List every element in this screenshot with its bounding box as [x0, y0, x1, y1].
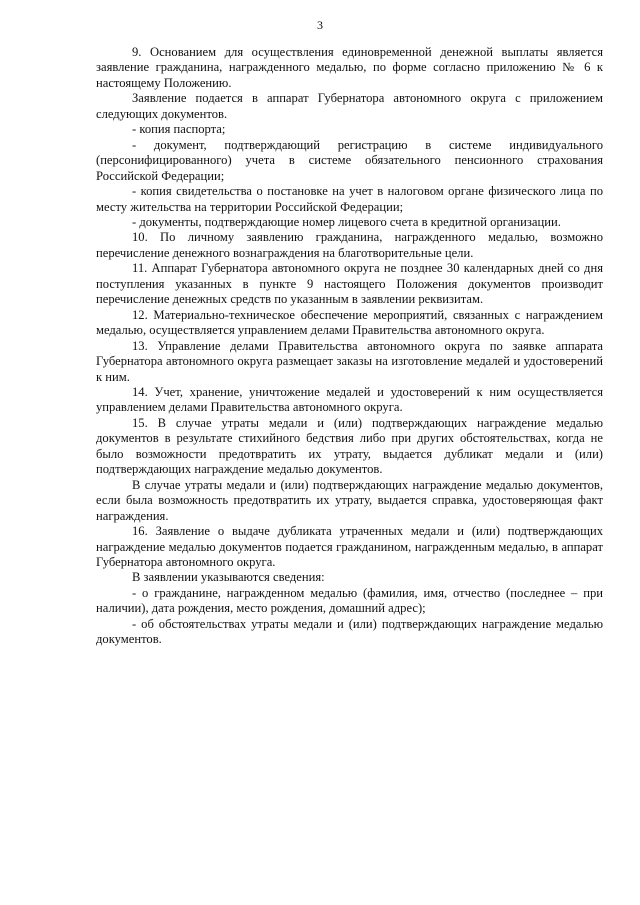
page-number: 3	[317, 18, 323, 32]
paragraph-9: 9. Основанием для осуществления единовременной денежной выплаты является заявление гражданина, награжденного медалью, по форме согласно приложению № 6 к настоящему Положению.	[96, 45, 603, 90]
paragraph-15: 15. В случае утраты медали и (или) подтверждающих награждение медалью документов в результате стихийного бедствия либо при других обстоятельствах, когда не было возможности предотвратить их утрату, выдается дубликат медали и (или) подтверждающих награждение медалью документов.	[96, 415, 603, 477]
paragraph-10: 10. По личному заявлению гражданина, награжденного медалью, возможно перечисление денежного вознаграждения на благотворительные цели.	[96, 230, 603, 260]
paragraph-15-certificate: В случае утраты медали и (или) подтверждающих награждение медалью документов, если была возможность предотвратить их утрату, выдается справка, удостоверяющая факт награждения.	[96, 477, 603, 523]
list-item-bank-account: - документы, подтверждающие номер лицевого счета в кредитной организации.	[132, 214, 561, 229]
paragraph-12: 12. Материально-техническое обеспечение мероприятий, связанных с награждением медалью, осуществляется управлением делами Правительства автономного округа.	[96, 307, 603, 338]
paragraph-11: 11. Аппарат Губернатора автономного округа не позднее 30 календарных дней со дня поступления указанных в пункте 9 настоящего Положения документов производит перечисление денежных средств по указанным в заявлении реквизитам.	[96, 261, 603, 307]
list-item-citizen-info: - о гражданине, награжденном медалью (фамилия, имя, отчество (последнее – при наличии), дата рождения, место рождения, домашний адрес);	[96, 585, 603, 616]
paragraph-16: 16. Заявление о выдаче дубликата утраченных медали и (или) подтверждающих награждение медалью документов подается гражданином, награжденным медалью, в аппарат Губернатора автономного округа.	[96, 524, 603, 569]
document-body	[96, 45, 603, 648]
list-item-loss-circumstances: - об обстоятельствах утраты медали и (или) подтверждающих награждение медалью документов.	[96, 616, 603, 647]
list-item-tax-certificate: - копия свидетельства о постановке на учет в налоговом органе физического лица по месту жительства на территории Российской Федерации;	[96, 184, 603, 214]
list-item-passport: - копия паспорта;	[132, 122, 226, 137]
paragraph-statement-details: В заявлении указываются сведения:	[132, 570, 325, 585]
paragraph-application-intro: Заявление подается в аппарат Губернатора автономного округа с приложением следующих документов.	[96, 91, 603, 121]
paragraph-13: 13. Управление делами Правительства автономного округа по заявке аппарата Губернатора автономного округа размещает заказы на изготовление медалей и удостоверений к ним.	[96, 338, 603, 384]
list-item-registration: - документ, подтверждающий регистрацию в системе индивидуального (персонифицированного) учета в системе обязательного пенсионного страхования Российской Федерации;	[96, 137, 603, 183]
paragraph-14: 14. Учет, хранение, уничтожение медалей и удостоверений к ним осуществляется управлением делами Правительства автономного округа.	[96, 384, 603, 415]
